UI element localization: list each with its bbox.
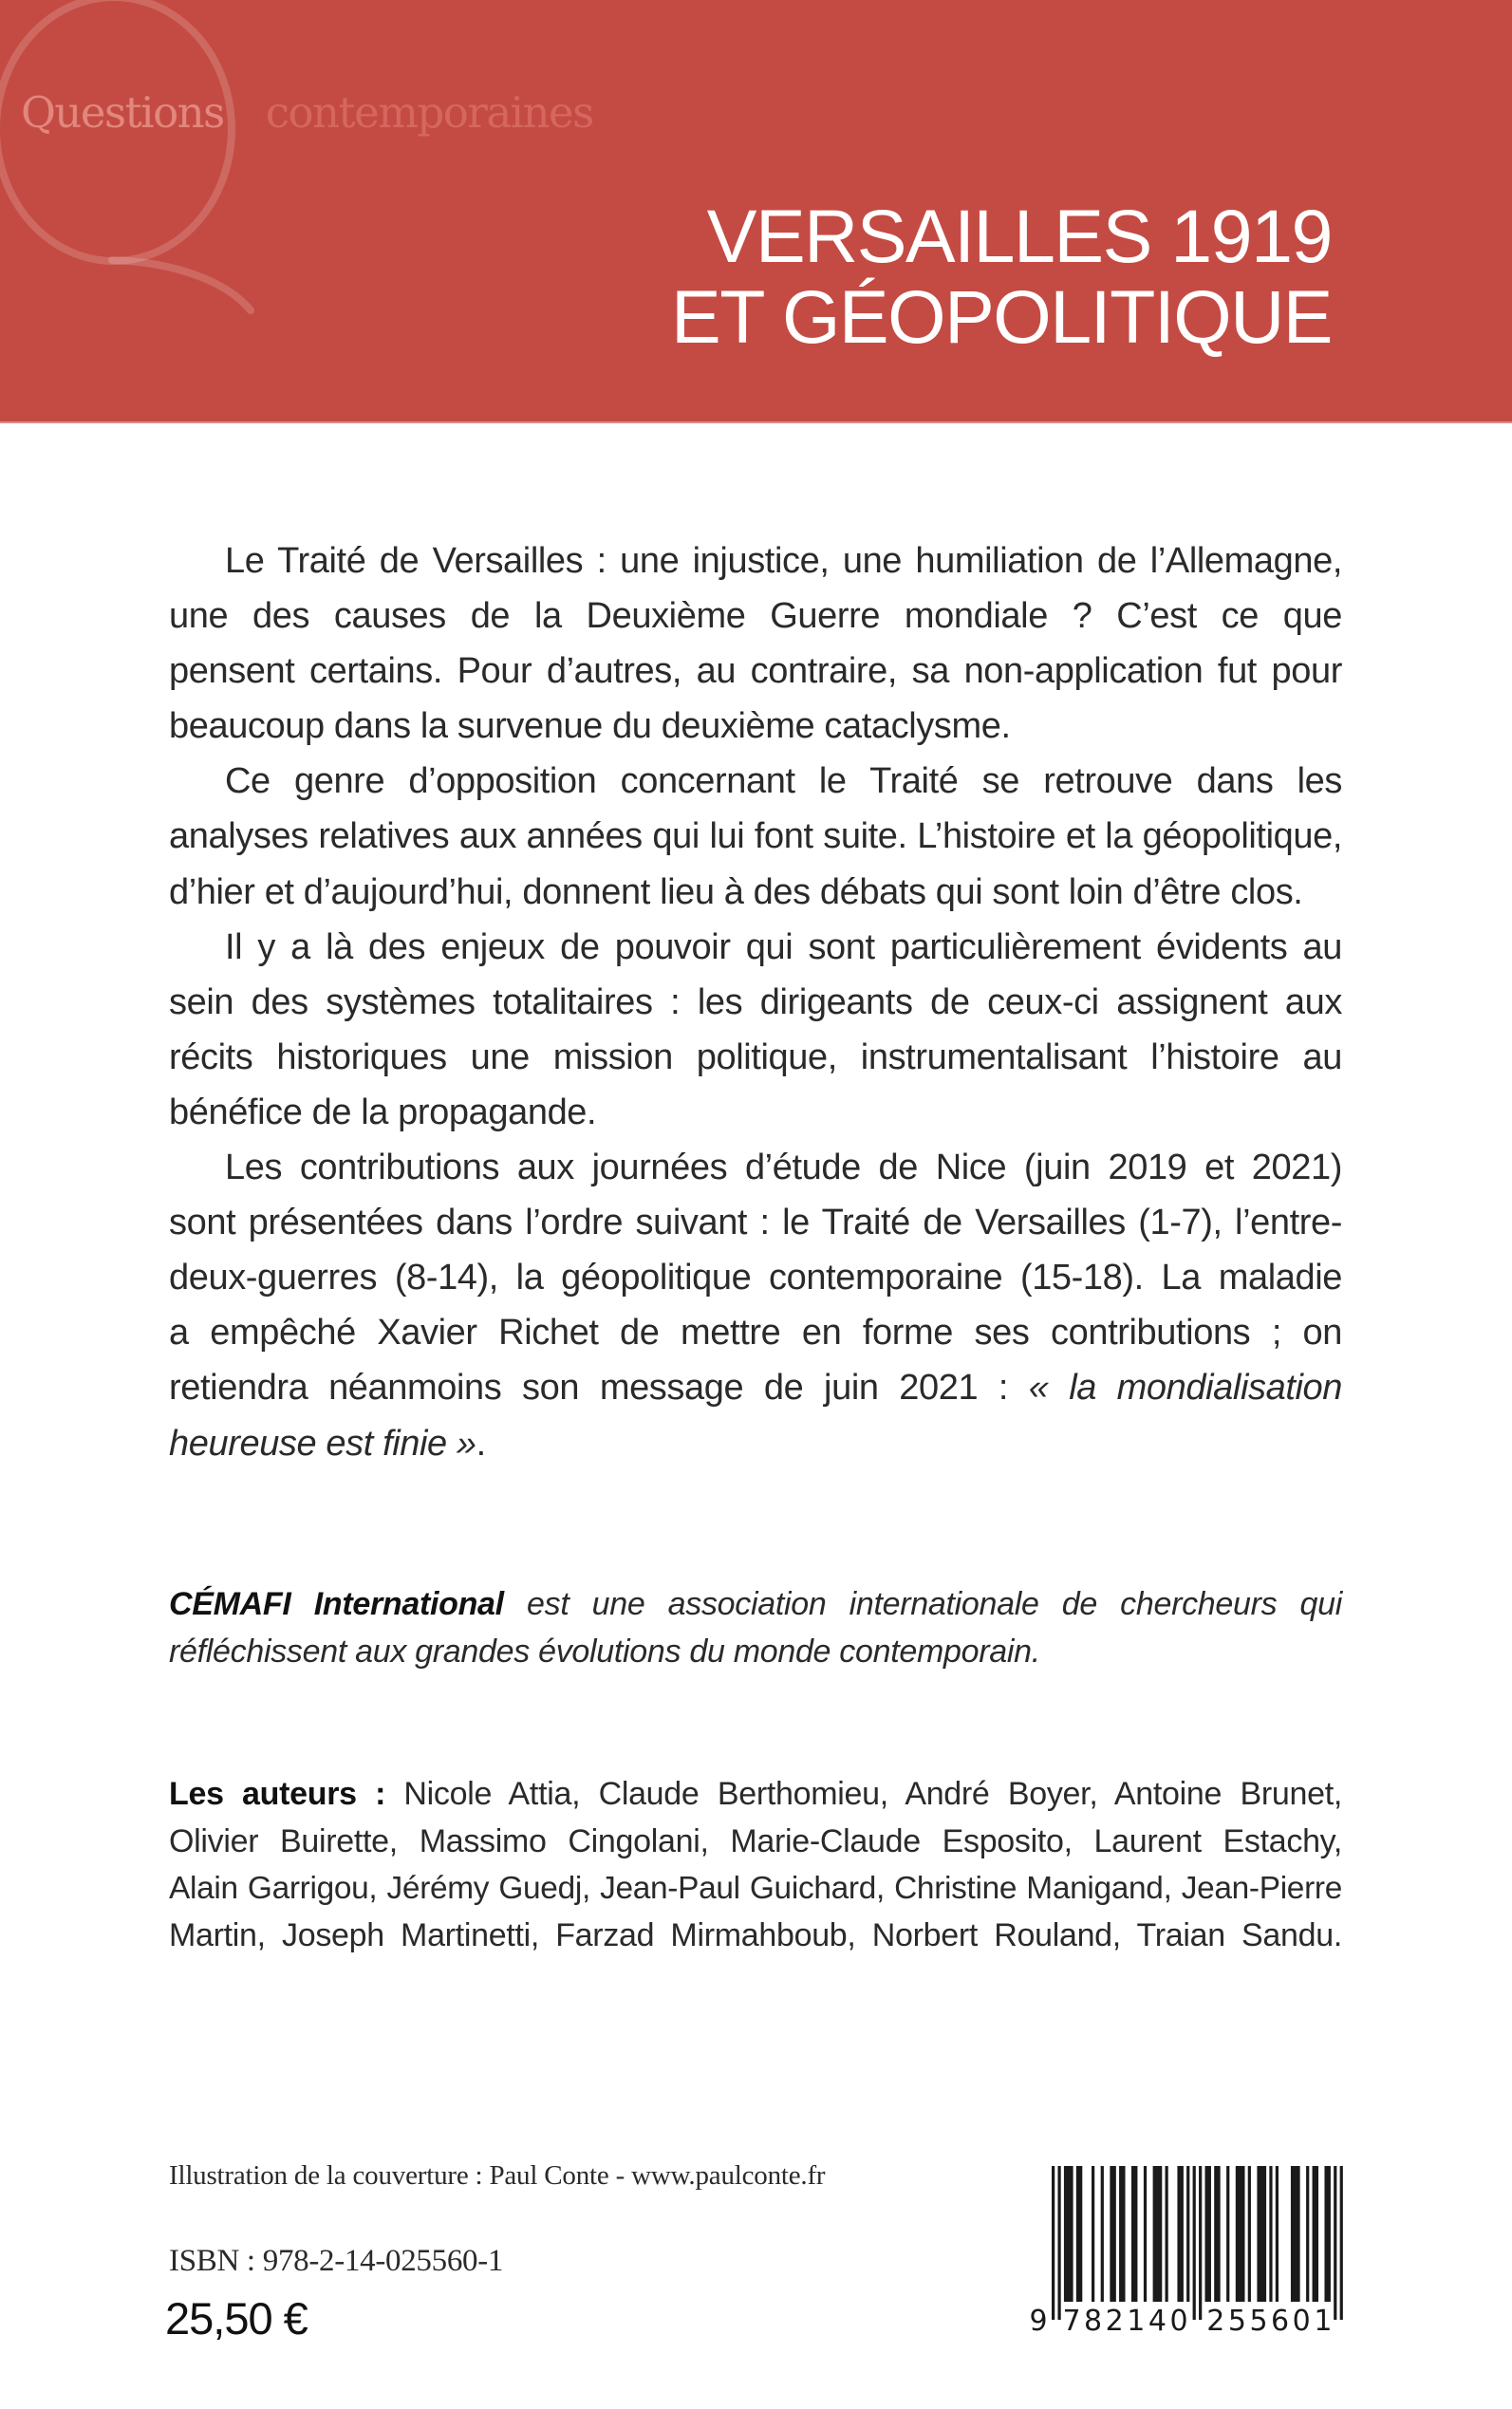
barcode-digit: 7 bbox=[1062, 2305, 1081, 2338]
association-blurb bbox=[169, 1580, 1342, 1675]
price: 25,50 € bbox=[165, 2293, 308, 2344]
barcode-bar bbox=[1153, 2166, 1163, 2302]
summary-line: Le Traité de Versailles : une injustice, une humiliation de l’Allemagne, bbox=[225, 541, 1342, 581]
barcode-digit: 0 bbox=[1169, 2305, 1188, 2338]
barcode-bar bbox=[1324, 2166, 1330, 2302]
summary-line: d’hier et d’aujourd’hui, donnent lieu à des débats qui sont loin d’être clos. bbox=[169, 871, 1303, 912]
authors-label: Les auteurs : bbox=[169, 1776, 386, 1812]
cover-header-band bbox=[0, 0, 1512, 423]
barcode-digit: 9 bbox=[1029, 2305, 1048, 2338]
barcode-bar bbox=[1186, 2166, 1189, 2302]
authors-list bbox=[169, 1771, 1342, 1960]
barcode-bar bbox=[1214, 2166, 1220, 2302]
summary-quote-tail: . bbox=[476, 1423, 486, 1464]
barcode-guard-bar bbox=[1334, 2166, 1336, 2320]
barcode-digit: 4 bbox=[1148, 2305, 1167, 2338]
summary-line: Il y a là des enjeux de pouvoir qui sont particulièrement évidents au bbox=[225, 926, 1342, 967]
barcode-bar bbox=[1205, 2166, 1211, 2302]
association-name: CÉMAFI International bbox=[169, 1586, 504, 1622]
authors-line: Alain Garrigou, Jérémy Guedj, Jean-Paul Guichard, Christine Manigand, Jean-Pierre bbox=[169, 1871, 1342, 1907]
series-name-word-2: contemporaines bbox=[265, 87, 593, 138]
barcode-guard-bar bbox=[1340, 2166, 1343, 2320]
barcode-guard-bar bbox=[1193, 2166, 1196, 2320]
barcode-digit: 5 bbox=[1249, 2305, 1268, 2338]
barcode-digit: 2 bbox=[1105, 2305, 1124, 2338]
summary-line: sein des systèmes totalitaires : les dirigeants de ceux-ci assignent aux bbox=[169, 981, 1342, 1022]
barcode-guard-bar bbox=[1052, 2166, 1055, 2320]
barcode-bar bbox=[1248, 2166, 1251, 2302]
barcode-guard-bar bbox=[1057, 2166, 1060, 2320]
barcode-bar bbox=[1092, 2166, 1094, 2302]
barcode-bar bbox=[1269, 2166, 1272, 2302]
summary-line: une des causes de la Deuxième Guerre mondiale ? C’est ce que bbox=[169, 596, 1342, 637]
barcode-bar bbox=[1144, 2166, 1147, 2302]
barcode-digit: 5 bbox=[1227, 2305, 1246, 2338]
barcode-bar bbox=[1166, 2166, 1168, 2302]
ean13-barcode bbox=[1025, 2164, 1353, 2340]
series-name bbox=[21, 87, 593, 138]
summary-line-quote-end bbox=[169, 1416, 1342, 1471]
barcode-digit: 1 bbox=[1314, 2305, 1333, 2338]
summary-line: sont présentées dans l’ordre suivant : le Traité de Versailles (1-7), l’entre- bbox=[169, 1203, 1342, 1243]
barcode-bar bbox=[1226, 2166, 1229, 2302]
barcode-bar bbox=[1276, 2166, 1279, 2302]
summary-line: beaucoup dans la survenue du deuxième cataclysme. bbox=[169, 706, 1011, 747]
summary-line: bénéfice de la propagande. bbox=[169, 1092, 597, 1132]
summary-line: Ce genre d’opposition concernant le Traité se retrouve dans les bbox=[225, 761, 1342, 802]
summary-line: a empêché Xavier Richet de mettre en forme ses contributions ; on bbox=[169, 1313, 1342, 1354]
summary-line-quote bbox=[169, 1360, 1342, 1415]
q-letter-outline-icon bbox=[0, 0, 285, 342]
barcode-bar bbox=[1177, 2166, 1183, 2302]
summary-quote-prefix: retiendra néanmoins son message de juin 2021 : bbox=[169, 1368, 1029, 1409]
isbn-number: ISBN : 978-2-14-025560-1 bbox=[169, 2244, 504, 2278]
barcode-bar bbox=[1257, 2166, 1266, 2302]
barcode-guard-bar bbox=[1199, 2166, 1202, 2320]
summary-line: analyses relatives aux années qui lui font suite. L’histoire et la géopolitique, bbox=[169, 816, 1342, 857]
authors-line: Martin, Joseph Martinetti, Farzad Mirmahboub, Norbert Rouland, Traian Sandu. bbox=[169, 1917, 1342, 1954]
barcode-bar bbox=[1236, 2166, 1245, 2302]
authors-line-1 bbox=[169, 1771, 1342, 1819]
summary-line: récits historiques une mission politique, instrumentalisant l’histoire au bbox=[169, 1036, 1342, 1077]
barcode-digit: 0 bbox=[1292, 2305, 1311, 2338]
cover-illustration-credit: Illustration de la couverture : Paul Conte - www.paulconte.fr bbox=[169, 2160, 826, 2191]
summary-line: deux-guerres (8-14), la géopolitique contemporaine (15-18). La maladie bbox=[169, 1258, 1342, 1298]
summary-quote-end: heureuse est finie » bbox=[169, 1423, 476, 1464]
barcode-bar bbox=[1110, 2166, 1115, 2302]
back-cover-summary bbox=[169, 533, 1342, 1471]
summary-quote-start: « la mondialisation bbox=[1028, 1368, 1342, 1409]
authors-names: Nicole Attia, Claude Berthomieu, André Boyer, Antoine Brunet, bbox=[385, 1776, 1342, 1812]
book-title-line-2: ET GÉOPOLITIQUE bbox=[671, 274, 1332, 359]
association-line-2: réfléchissent aux grandes évolutions du monde contemporain. bbox=[169, 1634, 1040, 1670]
barcode-bar bbox=[1131, 2166, 1137, 2302]
book-title-line-1: VERSAILLES 1919 bbox=[706, 194, 1332, 278]
book-title bbox=[671, 196, 1332, 357]
association-desc-1: est une association internationale de chercheurs qui bbox=[503, 1586, 1342, 1622]
barcode-bar bbox=[1306, 2166, 1309, 2302]
series-name-word-1: Questions bbox=[21, 87, 224, 138]
barcode-digit: 2 bbox=[1206, 2305, 1225, 2338]
authors-line: Olivier Buirette, Massimo Cingolani, Marie-Claude Esposito, Laurent Estachy, bbox=[169, 1822, 1342, 1859]
summary-line: pensent certains. Pour d’autres, au contraire, sa non-application fut pour bbox=[169, 651, 1342, 692]
barcode-digit: 6 bbox=[1271, 2305, 1290, 2338]
barcode-digit: 1 bbox=[1127, 2305, 1146, 2338]
barcode-bar bbox=[1064, 2166, 1073, 2302]
barcode-bar bbox=[1076, 2166, 1082, 2302]
barcode-digit: 8 bbox=[1084, 2305, 1103, 2338]
barcode-bar bbox=[1119, 2166, 1125, 2302]
association-line-1 bbox=[169, 1580, 1342, 1628]
barcode-bar bbox=[1101, 2166, 1104, 2302]
barcode-bar bbox=[1291, 2166, 1300, 2302]
barcode-bar bbox=[1313, 2166, 1318, 2302]
summary-line: Les contributions aux journées d’étude de Nice (juin 2019 et 2021) bbox=[225, 1148, 1342, 1188]
